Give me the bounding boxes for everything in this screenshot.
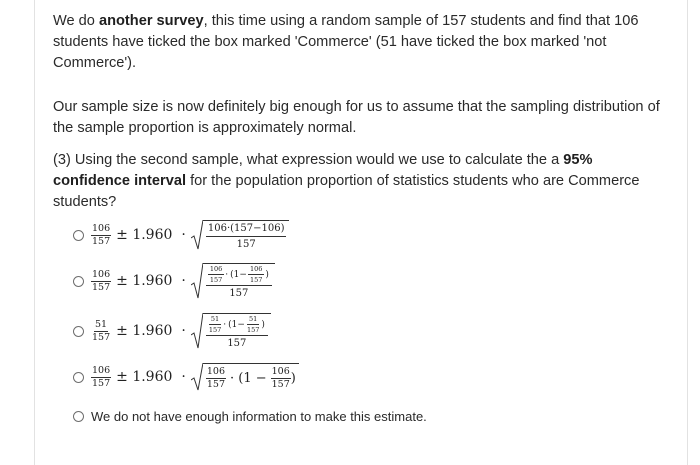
option-5-label: We do not have enough information to make this estimate. bbox=[91, 408, 427, 424]
question-card bbox=[34, 0, 688, 465]
radio-option-5[interactable] bbox=[73, 411, 84, 422]
radio-option-1[interactable] bbox=[73, 230, 84, 241]
option-4-expression: $\frac{106}{157}$ ± 1.960 · $\frac{106}{157}$ · (1 − $\frac{106}{157}$ ) bbox=[91, 363, 299, 391]
option-1-expression: $\frac{106}{157}$ ± 1.960 · 106·(157−106) 157 bbox=[91, 220, 289, 251]
question-text: (3) Using the second sample, what expression would we use to calculate the a 95% confidence interval for the population proportion of statistics students who are Commerce students? bbox=[53, 152, 640, 210]
option-3-expression: $\frac{51}{157}$ ± 1.960 · $\frac{51}{157}$ · (1− $\frac{51}{157}$ ) 157 bbox=[91, 313, 271, 350]
option-2-expression: $\frac{106}{157}$ ± 1.960 · $\frac{106}{157}$ · (1− $\frac{106}{157}$ ) 157 bbox=[91, 263, 275, 300]
option-3[interactable] bbox=[73, 314, 271, 349]
radio-option-3[interactable] bbox=[73, 326, 84, 337]
radio-option-2[interactable] bbox=[73, 276, 84, 287]
normality-assumption: Our sample size is now definitely big enough for us to assume that the sampling distribution of the sample proportion is approximately normal. bbox=[53, 99, 660, 136]
option-4[interactable] bbox=[73, 362, 299, 392]
option-1[interactable] bbox=[73, 220, 289, 250]
survey-intro: We do another survey, this time using a random sample of 157 students and find that 106 students have ticked the box marked 'Commerce' (51 have ticked the box marked 'not Commerce'). bbox=[53, 13, 639, 71]
option-2[interactable] bbox=[73, 264, 275, 299]
option-5[interactable] bbox=[73, 401, 427, 431]
radio-option-4[interactable] bbox=[73, 372, 84, 383]
